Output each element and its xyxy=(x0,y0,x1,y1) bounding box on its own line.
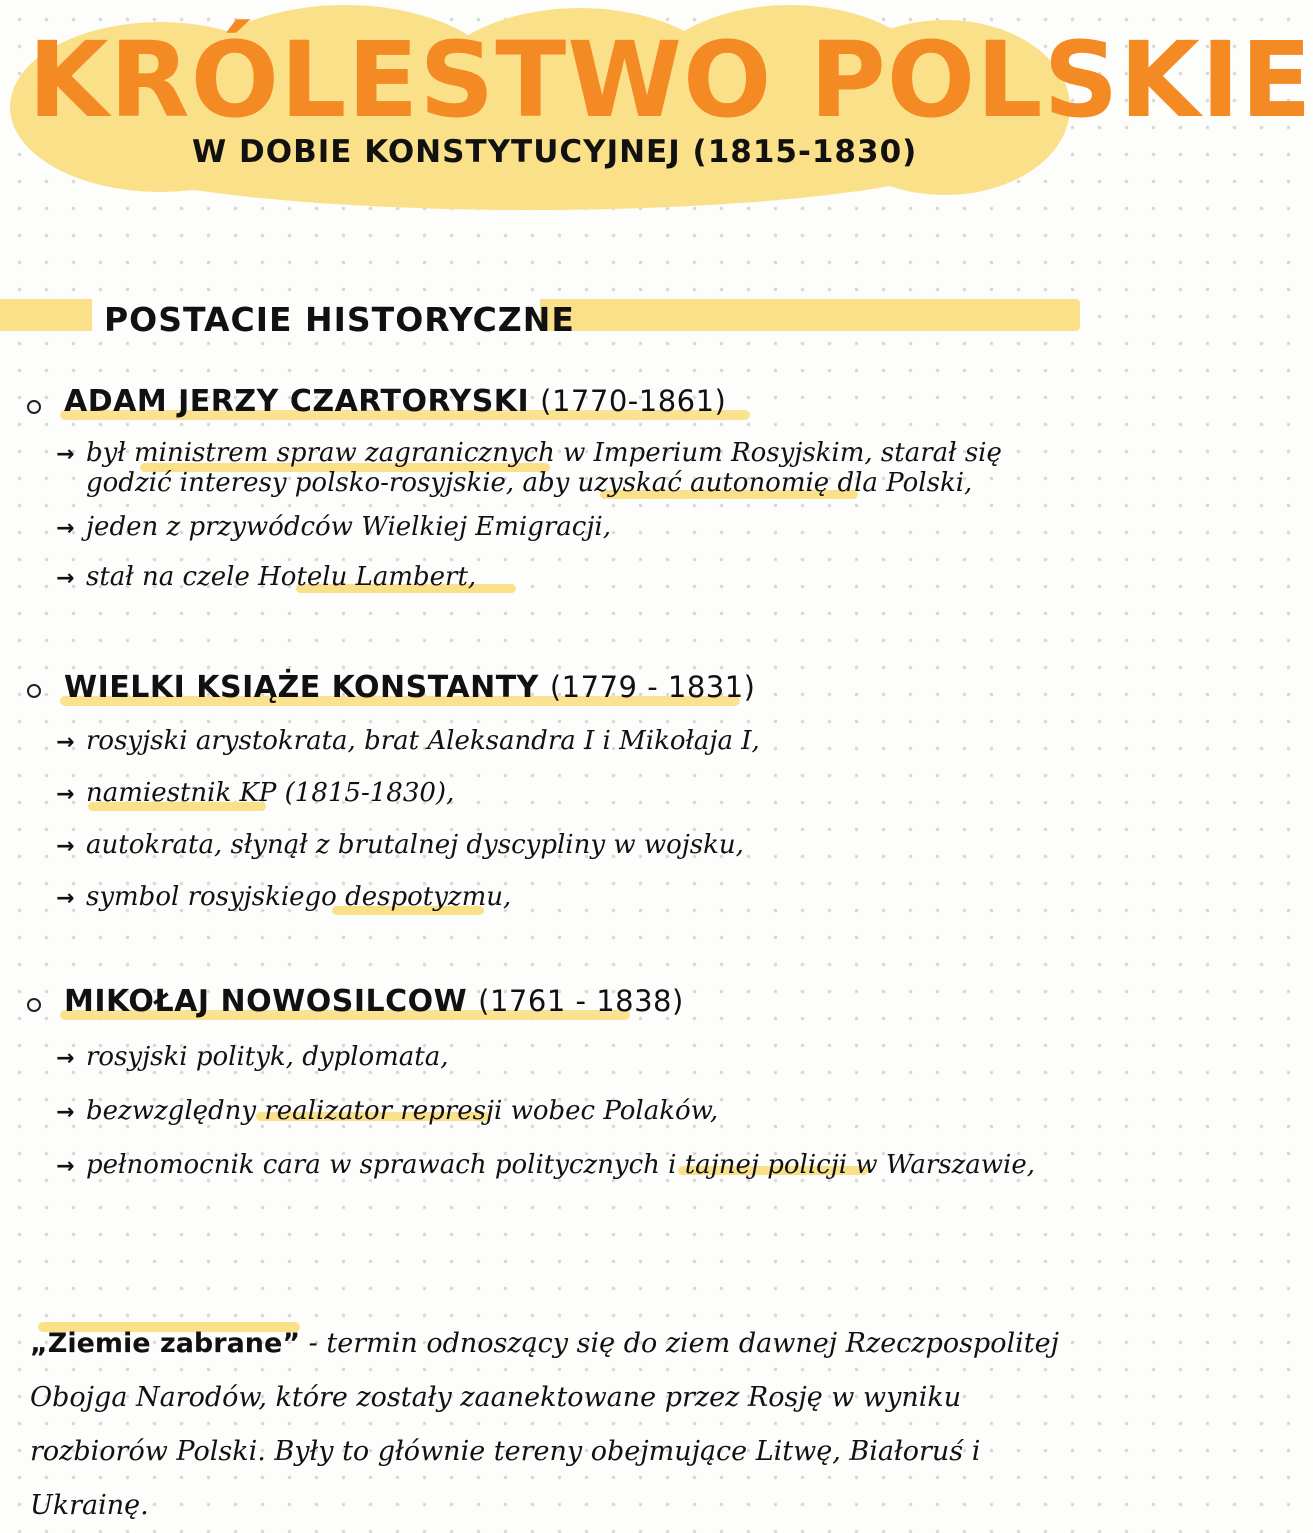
circle-bullet-icon xyxy=(27,684,41,698)
arrow-right-icon: → xyxy=(56,566,75,591)
list-item: → namiestnik KP (1815-1830), xyxy=(56,778,455,808)
definition-text: - termin odnoszący się do ziem dawnej Rzeczpospolitej Obojga Narodów, które zostały zaanektowane przez Rosję w wyniku rozbiorów Polski. Były to głównie tereny obejmujące Litwę, Białoruś i Ukrainę. xyxy=(30,1328,1059,1521)
arrow-right-icon: → xyxy=(56,1154,75,1179)
arrow-right-icon: → xyxy=(56,442,75,467)
section-title: POSTACIE HISTORYCZNE xyxy=(104,300,575,339)
definition-paragraph xyxy=(30,1317,1060,1533)
list-item: → bezwzględny realizator represji wobec Polaków, xyxy=(56,1096,719,1126)
circle-bullet-icon xyxy=(27,400,41,414)
circle-bullet-icon xyxy=(27,998,41,1012)
list-item: → pełnomocnik cara w sprawach politycznych i tajnej policji w Warszawie, xyxy=(56,1150,1036,1180)
person-dates: (1779 - 1831) xyxy=(549,670,756,704)
arrow-right-icon: → xyxy=(56,730,75,755)
list-item: → jeden z przywódców Wielkiej Emigracji, xyxy=(56,512,611,542)
page-subtitle: W DOBIE KONSTYTUCYJNEJ (1815-1830) xyxy=(192,134,918,170)
list-item: → symbol rosyjskiego despotyzmu, xyxy=(56,882,512,912)
person-name: MIKOŁAJ NOWOSILCOW (1761 - 1838) xyxy=(64,984,684,1019)
page-title: KRÓLESTWO POLSKIE xyxy=(28,19,1313,141)
arrow-right-icon: → xyxy=(56,516,75,541)
arrow-right-icon: → xyxy=(56,1100,75,1125)
person-dates: (1770-1861) xyxy=(540,384,727,418)
person-name: ADAM JERZY CZARTORYSKI (1770-1861) xyxy=(64,384,727,419)
list-item: → był ministrem spraw zagranicznych w Imperium Rosyjskim, starał się godzić interesy polsko-rosyjskie, aby uzyskać autonomię dla Polski, xyxy=(56,438,1002,498)
list-item: → stał na czele Hotelu Lambert, xyxy=(56,562,477,592)
arrow-right-icon: → xyxy=(56,782,75,807)
list-item: → autokrata, słynął z brutalnej dyscypliny w wojsku, xyxy=(56,830,744,860)
arrow-right-icon: → xyxy=(56,834,75,859)
arrow-right-icon: → xyxy=(56,1046,75,1071)
person-dates: (1761 - 1838) xyxy=(478,984,684,1018)
person-name: WIELKI KSIĄŻE KONSTANTY (1779 - 1831) xyxy=(64,670,756,705)
list-item: → rosyjski arystokrata, brat Aleksandra I i Mikołaja I, xyxy=(56,726,760,756)
arrow-right-icon: → xyxy=(56,886,75,911)
list-item: → rosyjski polityk, dyplomata, xyxy=(56,1042,449,1072)
definition-term: „Ziemie zabrane” xyxy=(30,1328,301,1359)
